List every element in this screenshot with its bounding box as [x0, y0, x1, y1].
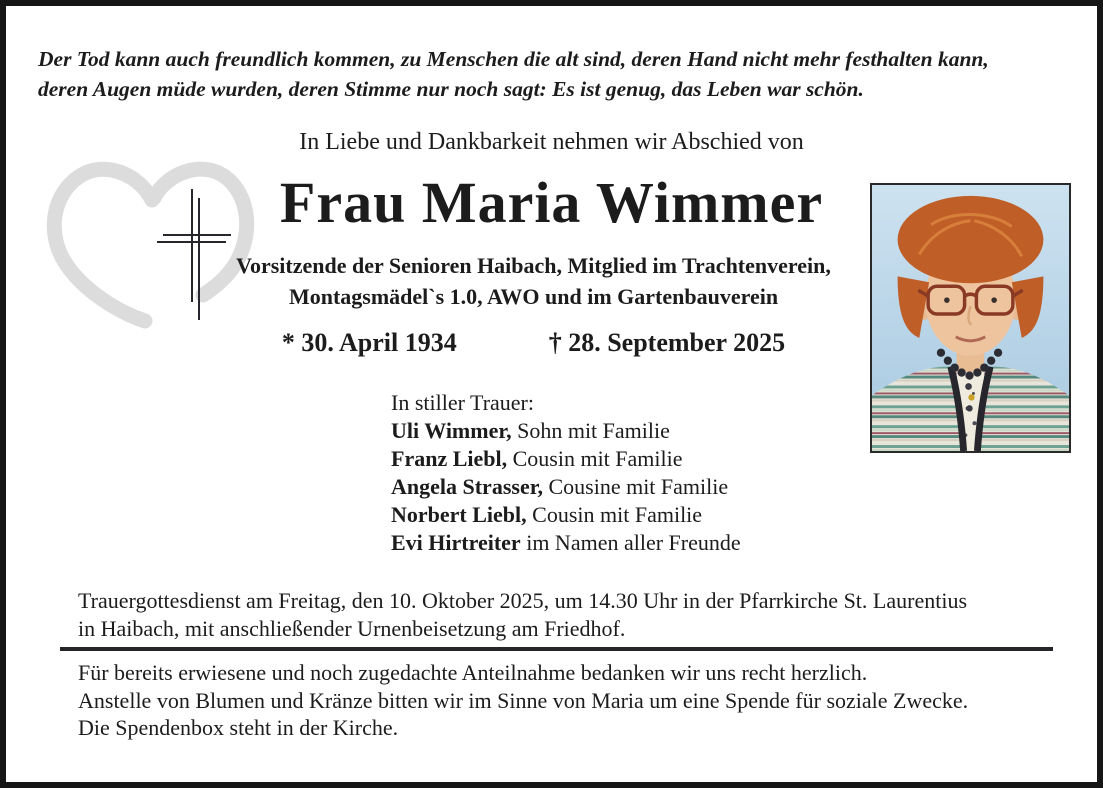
- mourner-name: Evi Hirtreiter: [391, 530, 521, 555]
- mourner-name: Angela Strasser,: [391, 474, 543, 499]
- birth-date: * 30. April 1934: [281, 328, 457, 357]
- mourner-relation: Cousin mit Familie: [512, 446, 683, 471]
- deceased-name: Frau Maria Wimmer: [279, 170, 824, 235]
- thanks-paragraph: [78, 659, 1061, 742]
- mourner-name: Franz Liebl,: [391, 446, 508, 471]
- death-date: † 28. September 2025: [548, 328, 786, 357]
- portrait-photo: [870, 183, 1071, 453]
- mourner-row: [391, 473, 741, 501]
- mourner-relation: Cousine mit Familie: [548, 474, 729, 499]
- mourner-row: [391, 417, 741, 445]
- mourning-header: In stiller Trauer:: [391, 390, 534, 415]
- epigraph: [38, 44, 1069, 104]
- mourner-relation: im Namen aller Freunde: [526, 530, 741, 555]
- epigraph-line-2: deren Augen müde wurden, deren Stimme nur noch sagt: Es ist genug, das Leben war schön.: [38, 77, 864, 101]
- mourner-name: Norbert Liebl,: [391, 502, 527, 527]
- mourner-row: [391, 501, 741, 529]
- divider-rule: [60, 647, 1053, 651]
- thanks-line-1: Für bereits erwiesene und noch zugedachte Anteilnahme bedanken wir uns recht herzlich.: [78, 660, 868, 685]
- thanks-line-3: Die Spendenbox steht in der Kirche.: [78, 715, 399, 740]
- service-line-1: Trauergottesdienst am Freitag, den 10. Oktober 2025, um 14.30 Uhr in der Pfarrkirche St. Laurentius: [78, 588, 968, 613]
- mourner-row: [391, 445, 741, 473]
- service-line-2: in Haibach, mit anschließender Urnenbeisetzung am Friedhof.: [78, 615, 626, 641]
- mourning-list: [391, 389, 741, 557]
- mourner-relation: Cousin mit Familie: [532, 502, 703, 527]
- thanks-line-2: Anstelle von Blumen und Kränze bitten wir im Sinne von Maria um eine Spende für soziale Zwecke.: [78, 687, 969, 713]
- mourner-relation: Sohn mit Familie: [517, 418, 670, 443]
- service-details: [78, 587, 1057, 642]
- roles-line-2: Montagsmädel`s 1.0, AWO und im Gartenbauverein: [288, 284, 779, 309]
- farewell-intro: In Liebe und Dankbarkeit nehmen wir Abschied von: [299, 129, 804, 155]
- epigraph-line-1: Der Tod kann auch freundlich kommen, zu Menschen die alt sind, deren Hand nicht mehr festhalten kann,: [38, 47, 989, 71]
- mourner-row: [391, 529, 741, 557]
- roles-line-1: Vorsitzende der Senioren Haibach, Mitglied im Trachtenverein,: [236, 253, 831, 278]
- mourner-name: Uli Wimmer,: [391, 418, 512, 443]
